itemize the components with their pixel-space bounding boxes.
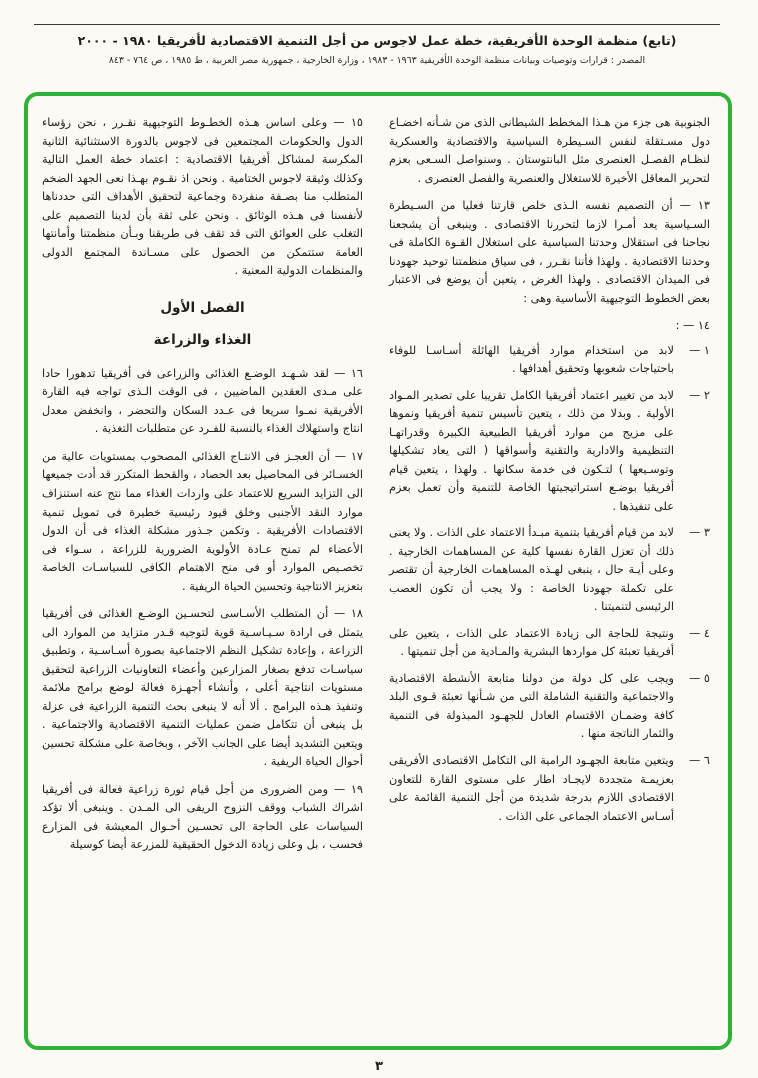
source-line: المصدر : قرارات وتوصيات وبيانات منظمة الوحدة الأفريقية ١٩٦٣ - ١٩٨٣ ، وزارة الخارجية ، جمهورية مصر العربية ، ط ١٩٨٥ ، ص ٧٦٤ - ٨٤٣ <box>108 55 646 67</box>
list-item-5 <box>389 670 710 744</box>
list-item-4 <box>389 625 710 662</box>
page-number: ٣ <box>375 1059 383 1074</box>
list-item-3 <box>389 524 710 617</box>
item-text-3: لابد من قيام أفريقيا بتنمية مبـدأ الاعتماد على الذات . ولا يعنى ذلك أن تعزل القارة نفسها كلية عن المساهمات الخارجية . وعلى أيـة حال ، ينبغى لهـذه المساهمات الخارجية أن تقتصر على تكملة جهودنا الخاصة : ولا يجب أن تكون العصب الرئيسى لتنميتنا . <box>388 526 674 614</box>
document-frame <box>24 92 732 1050</box>
paragraph-16: ١٦ — لقد شـهـد الوضـع الغذائى والزراعى فى أفريقيا تدهورا حادا على مـدى العقدين الماضيين ، فى الوقت الـذى تواجه فيه القارة الأفريقية نمـوا سريعا فى عـدد السكان والتحضر ، وانخفض معدل انتاج واستهلاك الغذاء بالنسبة للفـرد عن متطلبات التغذية . <box>42 366 363 436</box>
page-header <box>34 24 720 66</box>
item-marker-3: ٣ — <box>689 526 710 540</box>
item-text-1: لابد من استخدام موارد أفريقيا الهائلة أسـاسـا للوفاء باحتياجات شعوبها وتحقيق أهدافها . <box>389 343 674 376</box>
list-item-6 <box>389 752 710 826</box>
paragraph-18: ١٨ — أن المتطلب الأسـاسى لتحسـين الوضـع الغذائى فى أفريقيا يتمثل فى ارادة سـيـاسـية قوية لتوجيه قـدر متزايد من الموارد الى الزراعة ، وإعادة تشكيل النظم الاجتماعية بصورة أسـاسـية ، وتطبيق سياسـات تدفع بصغار المزارعين وأعضاء التعاونيات الزراعية لتحقيق مستويات انتاجية أعلى ، وأنشاء أجهـزة فعالة لوضع برامج ملائمة وتنفيذ هـذه البرامج . ألا أنه لا ينبغى بحث التنمية الزراعية فى عزلة بل ينبغى أن تتكامل ضمن عمليات التنمية الاقتصادية والاجتماعية . ويتعين التشديد أيضا على الجانب الآخر ، وبخاصة على مشكلة تحسين أحوال الحياة الريفية . <box>42 607 363 769</box>
paragraph-13: ١٣ — أن التصميم نفسه الـذى خلص قارتنا فعليا من السـيطرة السـياسية يعد أمـرا لازما لتحررنا الاقتصادى . وينبغى أن يشجعنا نجاحنا فى استقلال وحدتنا السياسية على استغلال القـوة الكاملة فى وحدتنا الاقتصادية . ولهذا فأننا نقـرر ، فى سياق منظمتنا توحيد جهودنا فى الميدان الاقتصادى . ولهذا الغرض ، يتعين أن يوضع فى الاعتبار بعض الخطوط التوجيهية الأساسية وهى : <box>389 199 710 305</box>
list-item-2 <box>389 387 710 517</box>
column-right <box>389 112 710 1036</box>
chapter-heading: الفصل الأول <box>160 299 245 316</box>
list-item-1 <box>389 342 710 379</box>
item-marker-2: ٢ — <box>689 388 710 402</box>
paragraph-14: ١٤ — : <box>675 319 710 333</box>
item-text-5: ويجب على كل دولة من دولنا متابعة الأنشطة الاقتصادية والاجتماعية والتقنية الشاملة التى من شـأنها تعبئة قـوى البلد كافة وضمـان الاقتسام العادل للجهـود المبذولة فى التنمية والثمار الناتجة منها . <box>389 671 674 741</box>
header-rule <box>34 24 720 25</box>
item-marker-4: ٤ — <box>689 626 710 640</box>
paragraph-15: ١٥ — وعلى اساس هـذه الخطـوط التوجيهية نقـرر ، نحن رؤساء الدول والحكومات المجتمعين فى لاجوس بالدورة الاستثنائية الثانية المكرسة لمشاكل أفريقيا الاقتصادية : اعتماد خطة العمل التالية وكذلك وثيقة لاجوس الختامية . ونحن اذ نقـوم بهـذا نعى الجهد الضخم المتطلب منا بصـفة منفردة وجماعية لتحقيق الأهداف التى حددناها لأنفسنا فى هـذه الوثائق . ونحن على ثقة بأن لدينا التصميم على التغلب على العوائق التى قد تقف فى طريقنا وبـأن منظمتنا وأمانتها العامة ستتمكن من الحصول على مسـاندة المجتمع الدولى والمنظمات الدولية المعنية . <box>42 116 363 278</box>
item-marker-6: ٦ — <box>689 753 710 767</box>
text-columns <box>42 112 710 1036</box>
paragraph-17: ١٧ — أن العجـز فى الانتـاج الغذائى المصحوب بمستويات عالية من الخسـائر فى المحاصيل بعد الحصاد ، والقحط المتكرر قد أدت جميعها الى التزايد السريع للاعتماد على واردات الغذاء مما نتج عنه استنزاف موارد النقد الأجنبى وخلق قيود رئيسية خطيرة فى تمويل تنمية الاقتصادات الأفريقية . وتكمن جـذور مشكلة الغذاء فى أن الدول الأعضاء لم تمنح عـادة الأولوية الضرورية للزراعة ، سـواء فى تخصـيص الموارد أو فى منح الاهتمام الكافى للسياسـات الخاصة بتعزيز الانتاجية وتحسين الحياة الريفية . <box>42 449 363 593</box>
paragraph-19: ١٩ — ومن الضرورى من أجل قيام ثورة زراعية فعالة فى أفريقيا اشراك الشباب ووقف النزوح الريفى الى المـدن . وينبغى ألا تؤكد السياسات على الحاجة الى تحسـين أحـوال المعيشة فى المزارع فحسب ، بل وعلى زيادة الدخول الحقيقية للمزرعة أيضا كوسيلة <box>42 782 363 852</box>
section-heading: الغذاء والزراعة <box>153 331 252 348</box>
item-text-6: ويتعين متابعة الجهـود الرامية الى التكامل الاقتصادى الأفريقى بعزيمـة متجددة لايجـاد اطار على مستوى القارة للتعاون الاقتصادى اللازم بدرجة شديدة من أجل التنمية القائمة على أسـاس الاعتماد الجماعى على الذات . <box>389 753 674 823</box>
column-left <box>42 112 363 1036</box>
page-title: (تابع) منظمة الوحدة الأفريقية، خطة عمل لاجوس من أجل التنمية الاقتصادية لأفريقيا ١٩٨٠ - ٢٠٠٠ <box>77 33 677 48</box>
item-marker-1: ١ — <box>689 343 710 357</box>
paragraph-continuation: الجنوبية هى جزء من هـذا المخطط الشيطانى الذى من شـأنه اخضـاع دول مسـتقلة لنفس السـيطرة السياسية والاقتصادية والعسكرية لنظـام الفصـل العنصرى مثل البانتوستان . وسنواصل السـعى بعزم لتحرير المعاقل الأخيرة للاستغلال والعنصرية والفصل العنصرى . <box>389 116 710 185</box>
item-text-4: ونتيجة للحاجة الى زيادة الاعتماد على الذات ، يتعين على أفريقيا تعبئة كل مواردها البشرية والمـادية من أجل تنميتها . <box>389 626 674 659</box>
item-text-2: لابد من تغيير اعتماد أفريقيا الكامل تقريبا على تصدير المـواد الأولية . وبدلا من ذلك ، يتعين تأسيس تنمية أفريقيا ونموها على مزيج من موارد أفريقيا الطبيعية الكبيرة وقدراتهـا التنظيمية والادارية والتقنية وأسواقها ( التى يعاد تشكيلها وتوسـيعها ) لتـكون فى خدمة سكانها . ولهذا ، يتعين قيام أفريقيا بوضـع استراتيجيتها الخاصة للتنمية وأن تعمل بعزم على تنفيذها . <box>389 388 674 513</box>
item-marker-5: ٥ — <box>689 671 710 685</box>
